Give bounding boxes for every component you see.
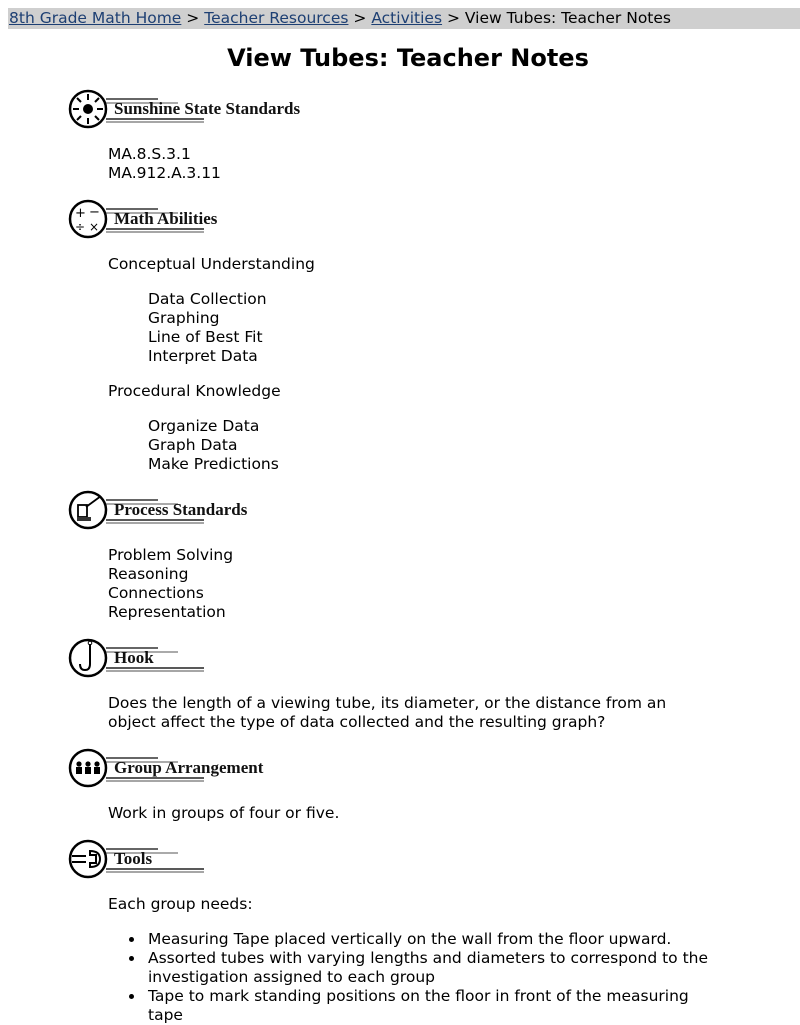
tools-section <box>108 895 728 1025</box>
breadcrumb-separator: > <box>353 9 367 27</box>
group-arrangement-text: Work in groups of four or five. <box>108 804 340 822</box>
process-item: Reasoning <box>108 565 189 583</box>
ability-item: Data Collection <box>148 290 267 308</box>
tools-list <box>108 930 728 1025</box>
ability-item: Organize Data <box>148 417 260 435</box>
math-abilities-list <box>108 255 315 474</box>
process-item: Connections <box>108 584 204 602</box>
section-heading: Group Arrangement <box>114 758 264 777</box>
section-heading: Math Abilities <box>114 209 218 228</box>
ability-item: Line of Best Fit <box>148 328 263 346</box>
hook-text: Does the length of a viewing tube, its diameter, or the distance from an object affect the type of data collected and the resulting graph? <box>108 694 667 731</box>
section-header-standards <box>68 89 328 129</box>
breadcrumb <box>8 8 800 29</box>
list-item: Measuring Tape placed vertically on the wall from the floor upward. <box>148 930 728 949</box>
section-header-group-arrangement <box>68 748 288 788</box>
fish-hook-icon <box>70 640 106 676</box>
process-standards-list <box>108 546 233 622</box>
breadcrumb-link-teacher-resources[interactable]: Teacher Resources <box>204 9 349 27</box>
ability-group-label: Procedural Knowledge <box>108 382 281 400</box>
section-header-math-abilities <box>68 199 268 239</box>
process-item: Problem Solving <box>108 546 234 564</box>
section-heading: Tools <box>114 849 153 868</box>
section-header-tools <box>68 839 208 879</box>
breadcrumb-separator: > <box>446 9 460 27</box>
svg-text:÷: ÷ <box>75 220 86 234</box>
page-title: View Tubes: Teacher Notes <box>227 44 589 72</box>
standard-item: MA.8.S.3.1 <box>108 145 191 163</box>
section-heading: Hook <box>114 648 154 667</box>
people-group-icon <box>70 750 106 786</box>
section-heading: Sunshine State Standards <box>114 99 301 118</box>
ability-item: Make Predictions <box>148 455 279 473</box>
ability-group-label: Conceptual Understanding <box>108 255 315 273</box>
standards-list <box>108 145 221 183</box>
tools-intro: Each group needs: <box>108 895 253 913</box>
list-item: Tape to mark standing positions on the floor in front of the measuring tape <box>148 987 728 1025</box>
list-item: Assorted tubes with varying lengths and diameters to correspond to the investigation assigned to each group <box>148 949 728 987</box>
svg-text:×: × <box>89 220 100 234</box>
breadcrumb-link-activities[interactable]: Activities <box>371 9 443 27</box>
process-item: Representation <box>108 603 226 621</box>
ability-item: Graphing <box>148 309 220 327</box>
section-header-hook <box>68 638 208 678</box>
svg-text:+: + <box>75 206 86 221</box>
breadcrumb-separator: > <box>186 9 200 27</box>
svg-text:−: − <box>89 205 100 220</box>
process-icon <box>70 492 106 528</box>
sun-icon <box>70 91 106 127</box>
section-header-process-standards <box>68 490 268 530</box>
ability-item: Graph Data <box>148 436 238 454</box>
breadcrumb-link-home[interactable]: 8th Grade Math Home <box>9 9 182 27</box>
math-operations-icon <box>70 201 106 237</box>
wrench-icon <box>70 841 106 877</box>
ability-item: Interpret Data <box>148 347 258 365</box>
standard-item: MA.912.A.3.11 <box>108 164 221 182</box>
section-heading: Process Standards <box>114 500 248 519</box>
breadcrumb-current: View Tubes: Teacher Notes <box>464 9 671 27</box>
